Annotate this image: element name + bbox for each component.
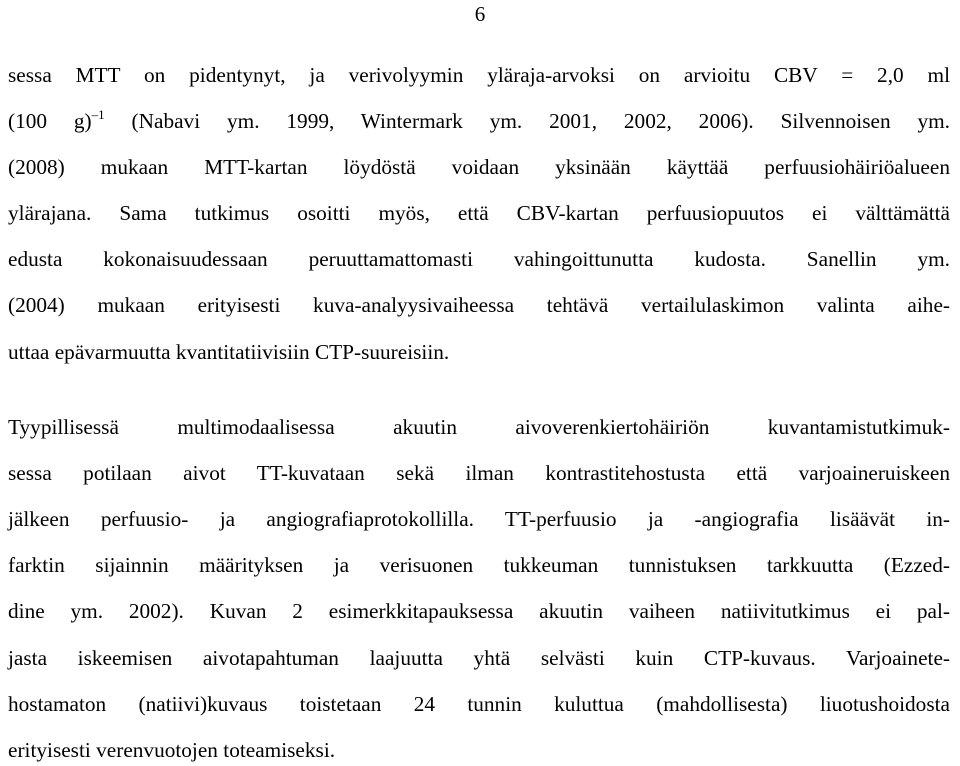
text-line: farktin sijainnin määrityksen ja verisuonen tukkeuman tunnistuksen tarkkuutta (Ezzed- [8, 553, 950, 577]
text-line: jälkeen perfuusio- ja angiografiaprotokollilla. TT-perfuusio ja -angiografia lisäävät in- [8, 507, 950, 531]
text-line: erityisesti verenvuotojen toteamiseksi. [8, 738, 336, 762]
text-line: dine ym. 2002). Kuvan 2 esimerkkitapauksessa akuutin vaiheen natiivitutkimus ei pal- [8, 599, 950, 623]
text-line: jasta iskeemisen aivotapahtuman laajuutta yhtä selvästi kuin CTP-kuvaus. Varjoainete- [8, 646, 950, 670]
text-line: hostamaton (natiivi)kuvaus toistetaan 24 tunnin kuluttua (mahdollisesta) liuotushoidosta [8, 692, 950, 716]
text-line: ylärajana. Sama tutkimus osoitti myös, että CBV-kartan perfuusiopuutos ei välttämättä [8, 201, 950, 225]
page-number: 6 [474, 2, 486, 26]
text-line: (2004) mukaan erityisesti kuva-analyysivaiheessa tehtävä vertailulaskimon valinta aihe- [8, 293, 950, 317]
text-fragment: (100 g) [8, 109, 92, 133]
text-line [8, 108, 950, 134]
text-fragment: (Nabavi ym. 1999, Wintermark ym. 2001, 2002, 2006). Silvennoisen ym. [104, 109, 951, 133]
text-line: Tyypillisessä multimodaalisessa akuutin aivoverenkiertohäiriön kuvantamistutkimuk- [8, 415, 950, 439]
text-line: sessa potilaan aivot TT-kuvataan sekä ilman kontrastitehostusta että varjoaineruiskeen [8, 461, 950, 485]
text-line: (2008) mukaan MTT-kartan löydöstä voidaan yksinään käyttää perfuusiohäiriöalueen [8, 155, 950, 179]
text-line: uttaa epävarmuutta kvantitatiivisiin CTP-suureisiin. [8, 340, 450, 364]
superscript: –1 [91, 107, 105, 122]
text-line: sessa MTT on pidentynyt, ja verivolyymin yläraja-arvoksi on arvioitu CBV = 2,0 ml [8, 63, 950, 87]
text-line: edusta kokonaisuudessaan peruuttamattomasti vahingoittunutta kudosta. Sanellin ym. [8, 247, 950, 271]
